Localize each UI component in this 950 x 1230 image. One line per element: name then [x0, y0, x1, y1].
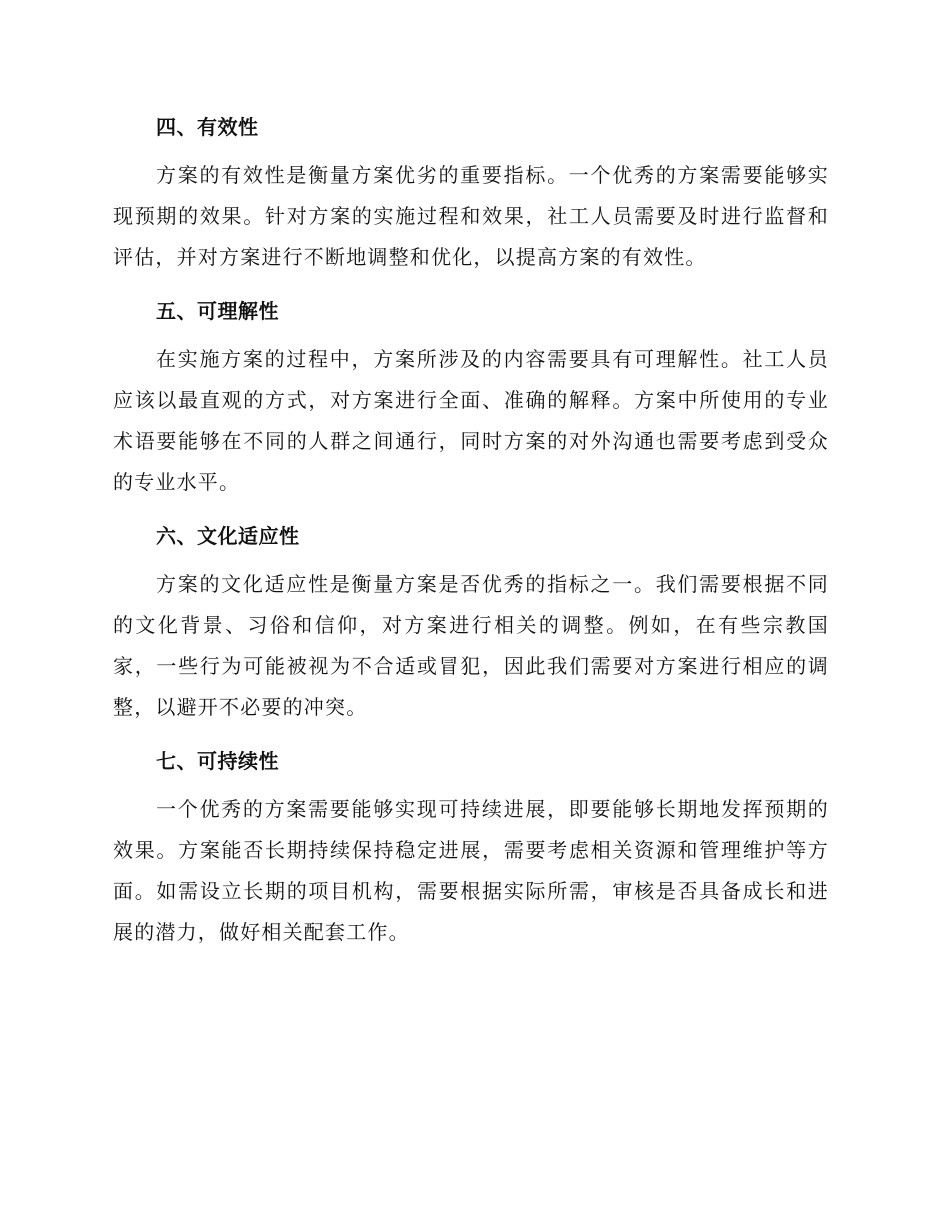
section-paragraph: 方案的有效性是衡量方案优劣的重要指标。一个优秀的方案需要能够实现预期的效果。针对方案的实施过程和效果，社工人员需要及时进行监督和评估，并对方案进行不断地调整和优化，以提高方案的有效性。 [113, 163, 829, 269]
section-effectiveness [113, 108, 829, 278]
section-comprehensibility [113, 292, 829, 503]
section-heading: 六、文化适应性 [156, 524, 300, 548]
section-paragraph: 一个优秀的方案需要能够实现可持续进展，即要能够长期地发挥预期的效果。方案能否长期持续保持稳定进展，需要考虑相关资源和管理维护等方面。如需设立长期的项目机构，需要根据实际所需，审核是否具备成长和进展的潜力，做好相关配套工作。 [113, 797, 829, 944]
section-sustainability [113, 742, 829, 953]
section-heading: 五、可理解性 [156, 299, 279, 323]
section-paragraph: 在实施方案的过程中，方案所涉及的内容需要具有可理解性。社工人员应该以最直观的方式，对方案进行全面、准确的解释。方案中所使用的专业术语要能够在不同的人群之间通行，同时方案的对外沟通也需要考虑到受众的专业水平。 [113, 347, 829, 494]
section-heading: 七、可持续性 [156, 749, 279, 773]
section-cultural-adaptability [113, 517, 829, 728]
section-heading: 四、有效性 [156, 115, 259, 139]
section-paragraph: 方案的文化适应性是衡量方案是否优秀的指标之一。我们需要根据不同的文化背景、习俗和信仰，对方案进行相关的调整。例如，在有些宗教国家，一些行为可能被视为不合适或冒犯，因此我们需要对方案进行相应的调整，以避开不必要的冲突。 [113, 572, 829, 719]
document-body [113, 108, 829, 967]
